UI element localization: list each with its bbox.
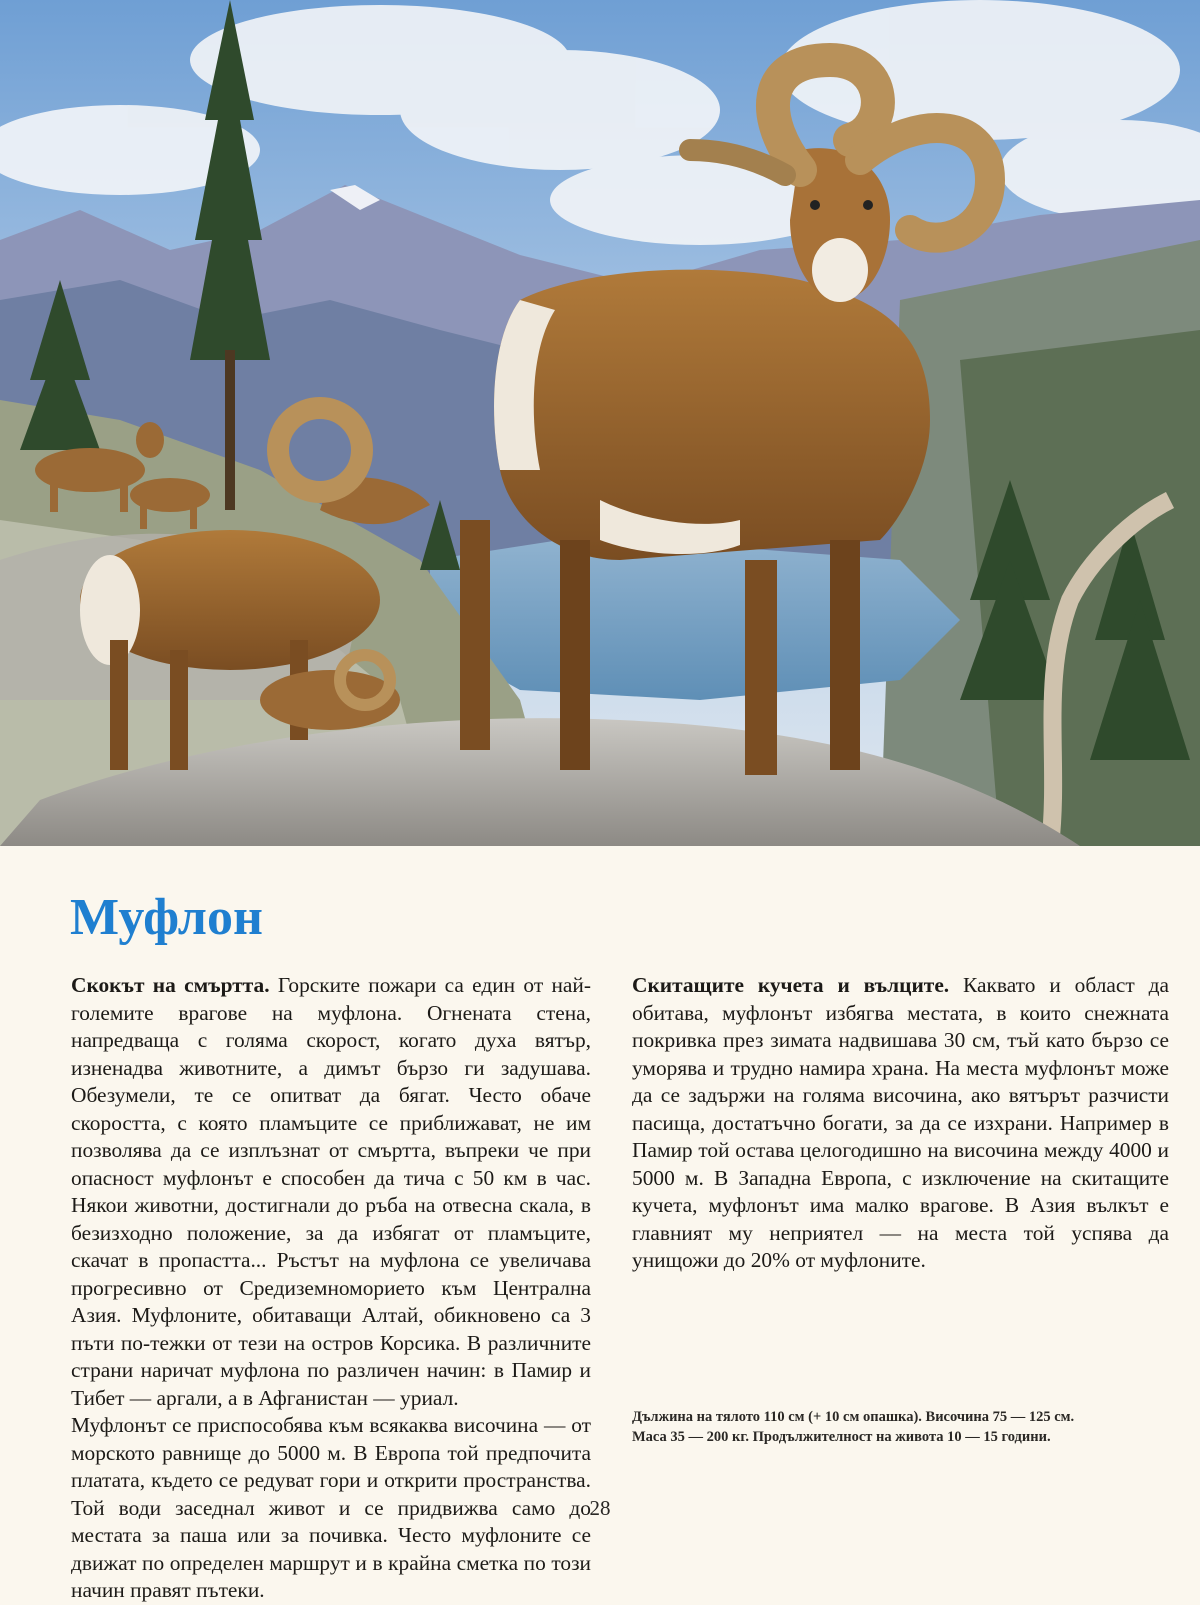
section-body: Каквато и област да обитава, муфлонът избягва местата, в които снежната покривка през зимата надвишава 30 см, тъй като бързо се уморява и трудно намира храна. На места муфлонът може да се задържи на голяма височина, ако вятърът разчисти пасища, достатъчно богати, за да се изхрани. Например в Памир той остава целогодишно на височина между 4000 и 5000 м. В Западна Европа, с изключение на скитащите кучета, муфлонът има малко врагове. В Азия вълкът е главният му неприятел — на места той успява да унищожи до 20% от муфлоните.	[632, 973, 1169, 1272]
article-column-right	[632, 972, 1169, 1275]
section-heading: Скокът на смъртта.	[71, 973, 270, 997]
paragraph-altitude: Муфлонът се приспособява към всякаква височина — от морското равнище до 5000 м. В Европа той предпочита платата, където се редуват гори и открити пространства. Той води заседнал живот и се придвижва само до местата за паша или за почивка. Често муфлоните се движат по определен маршрут и в крайна сметка по този начин правят пътеки.	[71, 1413, 591, 1602]
page-number: 28	[589, 1496, 611, 1520]
section-dogs-wolves	[632, 972, 1169, 1275]
section-body: Горските пожари са един от най-големите врагове на муфлона. Огнената стена, напредваща с голяма скорост, когато духа вятър, изненадва животните, а димът бързо ги задушава. Обезумели, те се опитват да бягат. Често обаче скоростта, с която пламъците се приближават, не им позволява да се изплъзнат от смъртта, въпреки че при опасност муфлонът е способен да тича с 50 км в час. Някои животни, достигнали до ръба на отвесна скала, в безизходно положение, за да избягат от пламъците, скачат в пропастта... Ръстът на муфлона се увеличава прогресивно от Средиземноморието към Централна Азия. Муфлоните, обитаващи Алтай, обикновено са 3 пъти по-тежки от тези на остров Корсика. В различните страни наричат муфлона по различен начин: в Памир и Тибет — аргали, а в Афганистан — уриал.	[71, 973, 591, 1410]
facts-line: Дължина на тялото 110 см (+ 10 см опашка). Височина 75 — 125 см.	[632, 1409, 1075, 1425]
facts-line: Маса 35 — 200 кг. Продължителност на живота 10 — 15 години.	[632, 1429, 1051, 1445]
section-heading: Скитащите кучета и вълците.	[632, 973, 950, 997]
section-death-jump	[71, 972, 591, 1412]
facts-box	[632, 1407, 1170, 1447]
page-title: Муфлон	[70, 889, 263, 946]
